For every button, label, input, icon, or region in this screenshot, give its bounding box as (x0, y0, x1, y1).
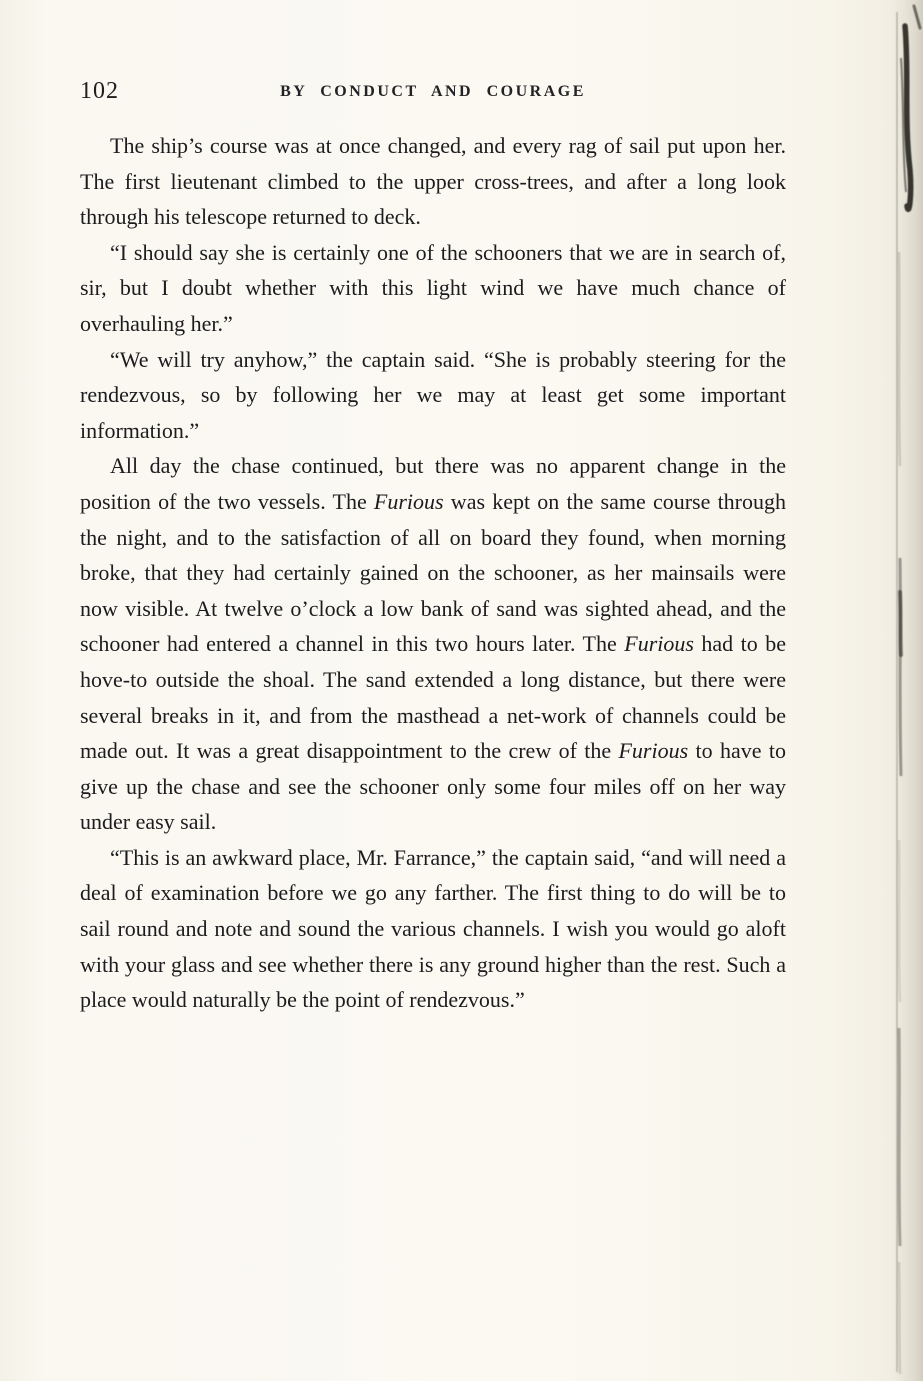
paragraph (80, 235, 786, 342)
paragraph (80, 128, 786, 235)
paragraph (80, 448, 786, 840)
scan-edge-artifacts (881, 0, 923, 1381)
text-segment: to have to give up the chase and see the schooner only some four miles off on her way under easy sail. (80, 738, 786, 835)
ship-name-italic: Furious (618, 738, 689, 764)
running-header: BY CONDUCT AND COURAGE (280, 83, 586, 100)
text-segment: “This is an awkward place, Mr. Farrance,” the captain said, “and will need a deal of examination before we go any farther. The first thing to do will be to sail round and note and sound the various channels. I wish you would go aloft with your glass and see whether there is any ground higher than the rest. Such a place would naturally be the point of rendezvous.” (80, 844, 786, 1013)
text-segment: “I should say she is certainly one of the schooners that we are in search of, sir, but I doubt whether with this light wind we have much chance of overhauling her.” (80, 239, 786, 336)
page-number: 102 (80, 78, 119, 104)
text-segment: had to be hove-to outside the shoal. The sand extended a long distance, but there were several breaks in it, and from the masthead a net-work of channels could be made out. It was a great disappointment to the crew of the (80, 631, 786, 764)
paragraph (80, 840, 786, 1018)
paragraph (80, 342, 786, 449)
page-body (80, 128, 786, 1018)
text-segment: “We will try anyhow,” the captain said. “She is probably steering for the rendezvous, so by following her we may at least get some important information.” (80, 346, 786, 443)
ship-name-italic: Furious (373, 488, 444, 514)
ship-name-italic: Furious (624, 631, 694, 657)
page-header (80, 78, 786, 112)
text-segment: All day the chase continued, but there was no apparent change in the position of the two vessels. The (80, 453, 786, 514)
scan-edge-shading (889, 0, 923, 1381)
text-segment: was kept on the same course through the night, and to the satisfaction of all on board they found, when morning broke, that they had certainly gained on the schooner, as her mainsails were now visible. At twelve o’clock a low bank of sand was sighted ahead, and the schooner had entered a channel in this two hours later. The (80, 488, 787, 657)
text-segment: The ship’s course was at once changed, and every rag of sail put upon her. The first lieutenant climbed to the upper cross-trees, and after a long look through his telescope returned to deck. (80, 133, 786, 230)
